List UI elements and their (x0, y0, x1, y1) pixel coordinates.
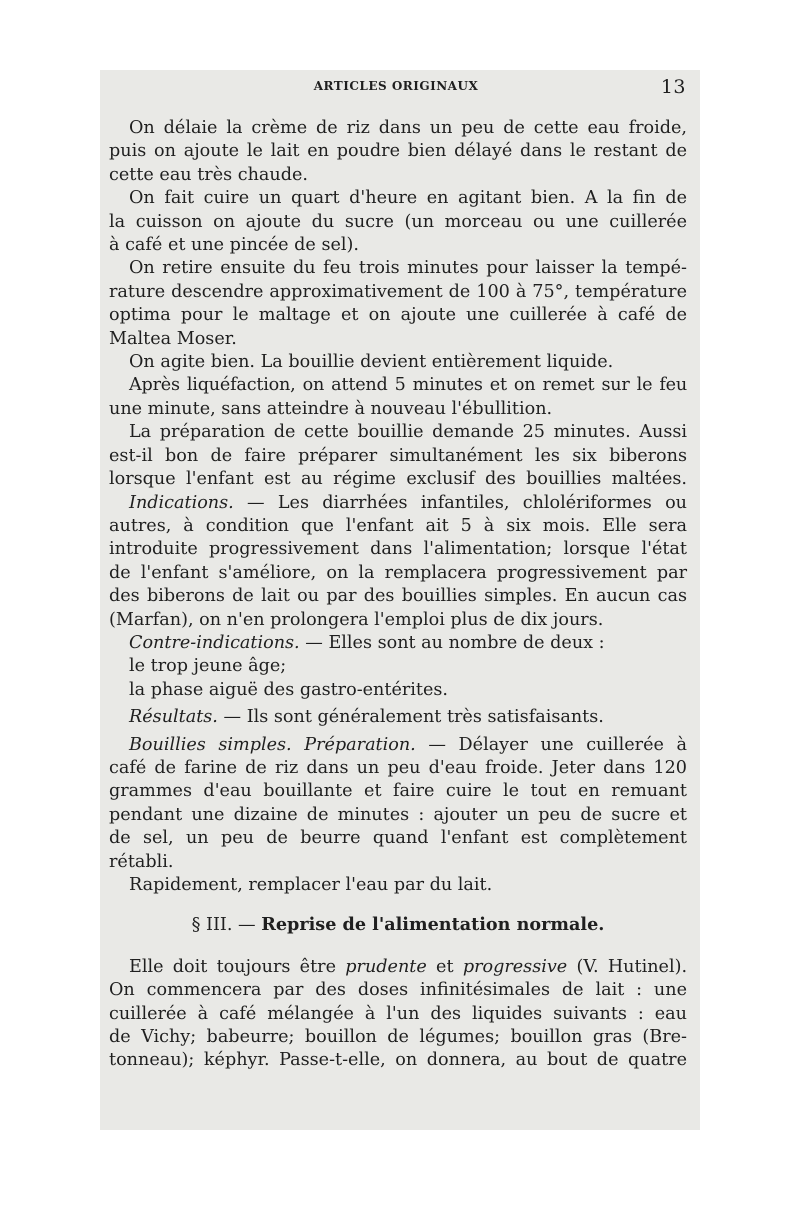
text-line: Maltea Moser. (109, 328, 237, 349)
running-header (106, 76, 686, 98)
text-line: On délaie la crème de riz dans un peu de cette eau froide, (129, 118, 687, 138)
running-title: ARTICLES ORIGINAUX (313, 79, 479, 93)
text-line: puis on ajoute le lait en poudre bien délayé dans le restant de (109, 141, 687, 162)
bouillies-paragraph (109, 734, 687, 757)
text-line: (V. Hutinel). (576, 956, 688, 977)
text-line: pendant une dizaine de minutes : ajouter un peu de sucre et (109, 804, 687, 825)
label-bouillies-simples: Bouillies simples. Préparation. — (129, 734, 446, 755)
text-line: café de farine de riz dans un peu d'eau froide. Jeter dans 120 (109, 757, 687, 778)
text-line: le trop jeune âge; (129, 656, 287, 677)
text-line: On commencera par des doses infinitésimales de lait : une (109, 980, 687, 1001)
text-line: On fait cuire un quart d'heure en agitant bien. A la fin de (129, 188, 687, 209)
text-line: tonneau); képhyr. Passe-t-elle, on donnera, au bout de quatre (109, 1050, 687, 1071)
text-line: des biberons de lait ou par des bouillies simples. En aucun cas (109, 586, 687, 607)
emphasis-prudente: prudente (345, 956, 427, 977)
text-line: lorsque l'enfant est au régime exclusif des bouillies maltées. (109, 469, 687, 490)
reprise-paragraph (109, 956, 687, 979)
section-title: Reprise de l'alimentation normale. (261, 914, 605, 936)
text-line: (Marfan), on n'en prolongera l'emploi plus de dix jours. (109, 609, 604, 630)
text-line: optima pour le maltage et on ajoute une cuillerée à café de (109, 305, 687, 326)
text-line: autres, à condition que l'enfant ait 5 à six mois. Elle sera (109, 515, 687, 536)
contre-indications-paragraph (109, 632, 687, 655)
text-line: cuillerée à café mélangée à l'un des liquides suivants : eau (109, 1003, 687, 1024)
text-line: Après liquéfaction, on attend 5 minutes et on remet sur le feu (129, 375, 687, 396)
label-indications: Indications. — (129, 492, 265, 513)
text-line: rétabli. (109, 851, 174, 872)
label-resultats: Résultats. — (129, 707, 242, 728)
text-line: Ils sont généralement très satisfaisants. (246, 707, 604, 728)
text-line: Elles sont au nombre de deux : (328, 632, 605, 653)
resultats-paragraph (109, 706, 687, 729)
text-line: Les diarrhées infantiles, chlolériformes ou (277, 492, 687, 513)
text-line: grammes d'eau bouillante et faire cuire le tout en remuant (109, 781, 687, 802)
text-line: la cuisson on ajoute du sucre (un morceau ou une cuillerée (109, 211, 687, 232)
text-line: la phase aiguë des gastro-entérites. (129, 679, 448, 700)
document-body (109, 117, 687, 1073)
text-line: introduite progressivement dans l'alimentation; lorsque l'état (109, 539, 687, 560)
text-line: une minute, sans atteindre à nouveau l'ébullition. (109, 398, 553, 419)
text-line: et (436, 956, 454, 977)
label-contre-indications: Contre-indications. — (129, 632, 323, 653)
text-line: Délayer une cuillerée à (458, 734, 687, 755)
text-line: de l'enfant s'améliore, on la remplacera progressivement par (109, 562, 687, 583)
text-line: On agite bien. La bouillie devient entièrement liquide. (129, 352, 614, 373)
section-number: § III. — (191, 915, 256, 936)
text-line: Rapidement, remplacer l'eau par du lait. (129, 875, 493, 895)
text-line: de sel, un peu de beurre quand l'enfant est complètement (109, 828, 687, 849)
text-line: La préparation de cette bouillie demande 25 minutes. Aussi (129, 422, 687, 443)
text-line: cette eau très chaude. (109, 164, 309, 185)
text-line: Elle doit toujours être (129, 956, 336, 977)
section-heading (109, 913, 687, 937)
text-line: On retire ensuite du feu trois minutes pour laisser la tempé- (129, 258, 687, 279)
text-line: de Vichy; babeurre; bouillon de légumes; bouillon gras (Bre- (109, 1027, 687, 1048)
indications-paragraph (109, 492, 687, 515)
text-line: rature descendre approximativement de 100 à 75°, température (109, 281, 687, 302)
text-line: à café et une pincée de sel). (109, 235, 359, 256)
text-line: est-il bon de faire préparer simultanément les six biberons (109, 445, 687, 466)
emphasis-progressive: progressive (462, 956, 568, 977)
page-number: 13 (660, 76, 686, 98)
